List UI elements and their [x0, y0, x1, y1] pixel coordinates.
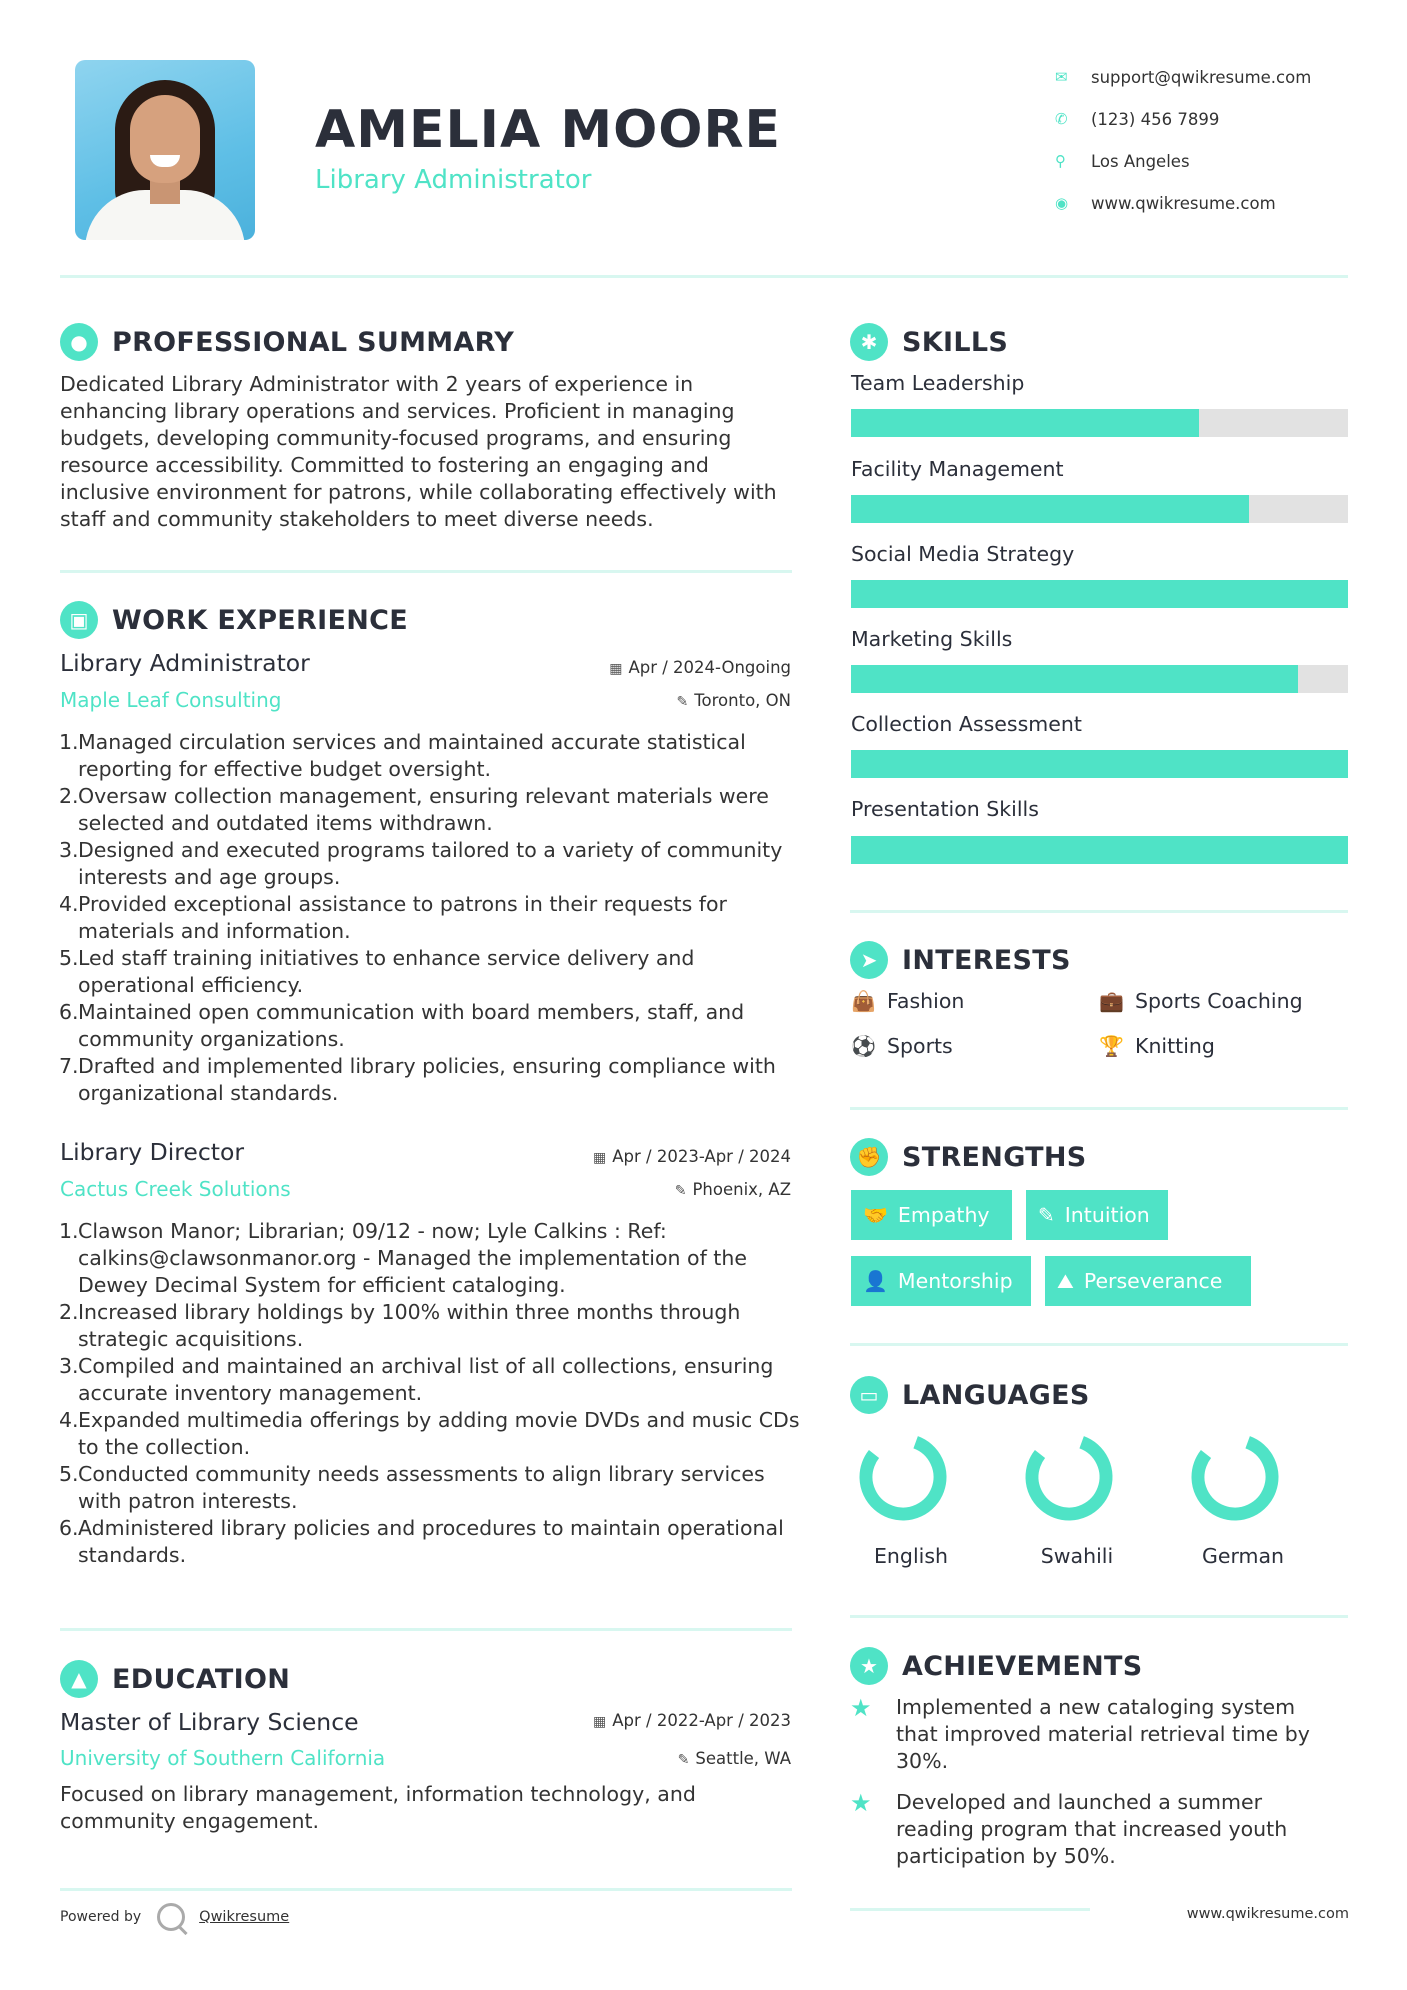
- skill-bar-fill: [851, 836, 1348, 864]
- footer-website[interactable]: www.qwikresume.com: [1186, 1906, 1349, 1922]
- globe-icon: ◉: [1055, 194, 1069, 212]
- achievement-text: Implemented a new cataloging system that improved material retrieval time by 30%.: [896, 1695, 1310, 1773]
- contact-list: [1055, 56, 1385, 224]
- language-ring: [857, 1431, 949, 1523]
- job-bullets: [60, 729, 800, 1107]
- interest-label: Knitting: [1135, 1034, 1215, 1058]
- phone-icon: ✆: [1055, 110, 1068, 128]
- achievements-divider: [850, 1908, 1090, 1911]
- skills-divider: [850, 910, 1348, 913]
- skill-label: Presentation Skills: [851, 797, 1039, 821]
- contact-location: [1055, 140, 1385, 182]
- calendar-icon: ▦: [593, 1150, 607, 1166]
- candidate-title: Library Administrator: [315, 165, 592, 195]
- qwikresume-logo-icon: [157, 1903, 185, 1931]
- contact-email-text: support@qwikresume.com: [1091, 67, 1312, 87]
- language-label: English: [873, 1544, 949, 1568]
- strength-label: Perseverance: [1083, 1269, 1223, 1293]
- shopping-bag-icon: 👜: [851, 989, 876, 1013]
- achievement-text: Developed and launched a summer reading program that increased youth participation by 50%.: [896, 1790, 1288, 1868]
- skill-bar: [851, 409, 1348, 437]
- profile-photo: [75, 60, 255, 240]
- interests-heading-text: INTERESTS: [902, 944, 1071, 976]
- skill-bar-fill: [851, 665, 1298, 693]
- experience-heading-text: WORK EXPERIENCE: [112, 604, 408, 636]
- star-icon: ★: [850, 1789, 872, 1817]
- list-item: Drafted and implemented library policies, ensuring compliance with organizational standards.: [78, 1054, 776, 1105]
- strength-label: Intuition: [1064, 1203, 1150, 1227]
- list-item: Oversaw collection management, ensuring relevant materials were selected and outdated items withdrawn.: [78, 784, 769, 835]
- calendar-icon: ▦: [593, 1714, 607, 1730]
- strengths-heading-text: STRENGTHS: [902, 1141, 1087, 1173]
- contact-location-text: Los Angeles: [1091, 151, 1190, 171]
- language-ring: [1189, 1431, 1281, 1523]
- user-plus-icon: 👤: [863, 1269, 888, 1293]
- magic-wand-icon: ✎: [1038, 1203, 1055, 1227]
- star-badge-icon: ★: [850, 1647, 888, 1685]
- briefcase-icon: 💼: [1099, 989, 1124, 1013]
- skill-bar: [851, 836, 1348, 864]
- briefcase-icon: ▣: [60, 601, 98, 639]
- contact-website-text: www.qwikresume.com: [1091, 193, 1276, 213]
- skill-label: Facility Management: [851, 457, 1064, 481]
- job-dates-text: Apr / 2024-Ongoing: [628, 658, 791, 677]
- summary-text: Dedicated Library Administrator with 2 years of experience in enhancing library operations and services. Proficient in managing budgets, developing community-focused programs, and ensuring resource accessibility. Committed to fostering an engaging and inclusive environment for patrons, while collaborating effectively with staff and community stakeholders to meet diverse needs.: [60, 372, 777, 531]
- candidate-name: AMELIA MOORE: [315, 100, 782, 160]
- strength-chip: [1026, 1190, 1168, 1240]
- education-dates-text: Apr / 2022-Apr / 2023: [612, 1711, 791, 1730]
- skills-heading: [850, 323, 1008, 361]
- strength-label: Empathy: [897, 1203, 990, 1227]
- powered-by: [60, 1903, 289, 1931]
- user-icon: ●: [60, 323, 98, 361]
- strength-chip: [851, 1190, 1012, 1240]
- graduate-icon: ▲: [60, 1660, 98, 1698]
- skill-bar-fill: [851, 495, 1249, 523]
- job-dates: [609, 658, 791, 677]
- education-divider: [60, 1888, 792, 1891]
- contact-phone-text: (123) 456 7899: [1091, 109, 1220, 129]
- list-item: Increased library holdings by 100% within three months through strategic acquisitions.: [78, 1300, 741, 1351]
- list-item: Conducted community needs assessments to align library services with patron interests.: [78, 1462, 765, 1513]
- education-dates: [593, 1711, 791, 1730]
- job-company: Maple Leaf Consulting: [60, 688, 282, 712]
- skill-bar: [851, 750, 1348, 778]
- language-label: Swahili: [1040, 1544, 1114, 1568]
- languages-divider: [850, 1615, 1348, 1618]
- job-dates: [593, 1147, 791, 1166]
- strength-chip: [851, 1256, 1031, 1306]
- job-location: [675, 1180, 791, 1199]
- interests-heading: [850, 941, 1071, 979]
- languages-heading-text: LANGUAGES: [902, 1379, 1090, 1411]
- languages-heading: [850, 1376, 1090, 1414]
- job-title: Library Administrator: [60, 649, 310, 677]
- education-heading: [60, 1660, 290, 1698]
- interest-item: [851, 989, 964, 1013]
- language-ring: [1023, 1431, 1115, 1523]
- list-item: Provided exceptional assistance to patrons in their requests for materials and information.: [78, 892, 727, 943]
- list-item: Maintained open communication with board members, staff, and community organizations.: [78, 1000, 745, 1051]
- trophy-icon: 🏆: [1099, 1034, 1124, 1058]
- contact-email[interactable]: [1055, 56, 1385, 98]
- interest-label: Fashion: [887, 989, 965, 1013]
- education-location: [678, 1749, 791, 1768]
- pin-icon: ✎: [674, 1183, 687, 1199]
- strengths-heading: [850, 1138, 1087, 1176]
- skill-bar-fill: [851, 750, 1348, 778]
- list-item: Managed circulation services and maintained accurate statistical reporting for effective budget oversight.: [78, 730, 746, 781]
- email-icon: ✉: [1055, 68, 1068, 86]
- job-company: Cactus Creek Solutions: [60, 1177, 291, 1201]
- education-description: Focused on library management, information technology, and community engagement.: [60, 1782, 696, 1833]
- star-icon: ★: [850, 1694, 872, 1722]
- lightbulb-icon: ✱: [850, 323, 888, 361]
- soccer-ball-icon: ⚽: [851, 1034, 876, 1058]
- header-divider: [60, 275, 1348, 278]
- calendar-icon: ▦: [609, 661, 623, 677]
- skill-label: Social Media Strategy: [851, 542, 1075, 566]
- language-icon: ▭: [850, 1376, 888, 1414]
- list-item: Clawson Manor; Librarian; 09/12 - now; Lyle Calkins : Ref: calkins@clawsonmanor.org - Managed the implementation of the Dewey Decimal System for efficient cataloging.: [78, 1219, 747, 1297]
- summary-divider: [60, 570, 792, 573]
- pin-icon: ✎: [676, 694, 689, 710]
- interest-item: [1099, 1034, 1215, 1058]
- list-item: Led staff training initiatives to enhance service delivery and operational efficiency.: [78, 946, 695, 997]
- achievements-heading: [850, 1647, 1143, 1685]
- interests-divider: [850, 1107, 1348, 1110]
- interest-item: [1099, 989, 1303, 1013]
- skill-label: Collection Assessment: [851, 712, 1082, 736]
- language-label: German: [1201, 1544, 1285, 1568]
- job-location: [677, 691, 791, 710]
- skill-bar: [851, 495, 1348, 523]
- skill-bar-fill: [851, 580, 1348, 608]
- interest-label: Sports Coaching: [1135, 989, 1303, 1013]
- skill-label: Marketing Skills: [851, 627, 1013, 651]
- qwikresume-link[interactable]: Qwikresume: [199, 1909, 290, 1925]
- degree-title: Master of Library Science: [60, 1708, 359, 1736]
- list-item: Compiled and maintained an archival list of all collections, ensuring accurate inventory management.: [78, 1354, 774, 1405]
- experience-heading: [60, 601, 408, 639]
- skill-bar-fill: [851, 409, 1199, 437]
- job-location-text: Toronto, ON: [694, 691, 791, 710]
- interest-item: [851, 1034, 953, 1058]
- powered-by-text: Powered by: [60, 1909, 142, 1925]
- interest-label: Sports: [887, 1034, 953, 1058]
- education-heading-text: EDUCATION: [112, 1663, 291, 1695]
- paper-plane-icon: ➤: [850, 941, 888, 979]
- location-pin-icon: ⚲: [1055, 152, 1066, 170]
- skill-label: Team Leadership: [851, 371, 1025, 395]
- school-name: University of Southern California: [60, 1746, 386, 1770]
- skill-bar: [851, 580, 1348, 608]
- skill-bar: [851, 665, 1348, 693]
- list-item: Expanded multimedia offerings by adding movie DVDs and music CDs to the collection.: [78, 1408, 800, 1459]
- strengths-divider: [850, 1343, 1348, 1346]
- experience-divider: [60, 1628, 792, 1631]
- handshake-icon: 🤝: [863, 1203, 888, 1227]
- education-location-text: Seattle, WA: [695, 1749, 791, 1768]
- contact-phone[interactable]: [1055, 98, 1385, 140]
- achievements-heading-text: ACHIEVEMENTS: [902, 1650, 1143, 1682]
- summary-heading: [60, 323, 514, 361]
- fist-icon: ✊: [850, 1138, 888, 1176]
- pin-icon: ✎: [677, 1752, 690, 1768]
- skills-heading-text: SKILLS: [902, 326, 1009, 358]
- strength-chip: [1045, 1256, 1251, 1306]
- strength-label: Mentorship: [897, 1269, 1013, 1293]
- list-item: Administered library policies and procedures to maintain operational standards.: [78, 1516, 784, 1567]
- list-item: Designed and executed programs tailored to a variety of community interests and age groups.: [78, 838, 783, 889]
- job-title: Library Director: [60, 1138, 245, 1166]
- summary-heading-text: PROFESSIONAL SUMMARY: [112, 326, 515, 358]
- job-dates-text: Apr / 2023-Apr / 2024: [612, 1147, 791, 1166]
- job-bullets: [60, 1218, 800, 1569]
- achievement-item: [850, 1789, 1316, 1870]
- contact-website[interactable]: [1055, 182, 1385, 224]
- job-location-text: Phoenix, AZ: [692, 1180, 791, 1199]
- road-icon: ⛰: [1057, 1269, 1074, 1293]
- achievement-item: [850, 1694, 1316, 1775]
